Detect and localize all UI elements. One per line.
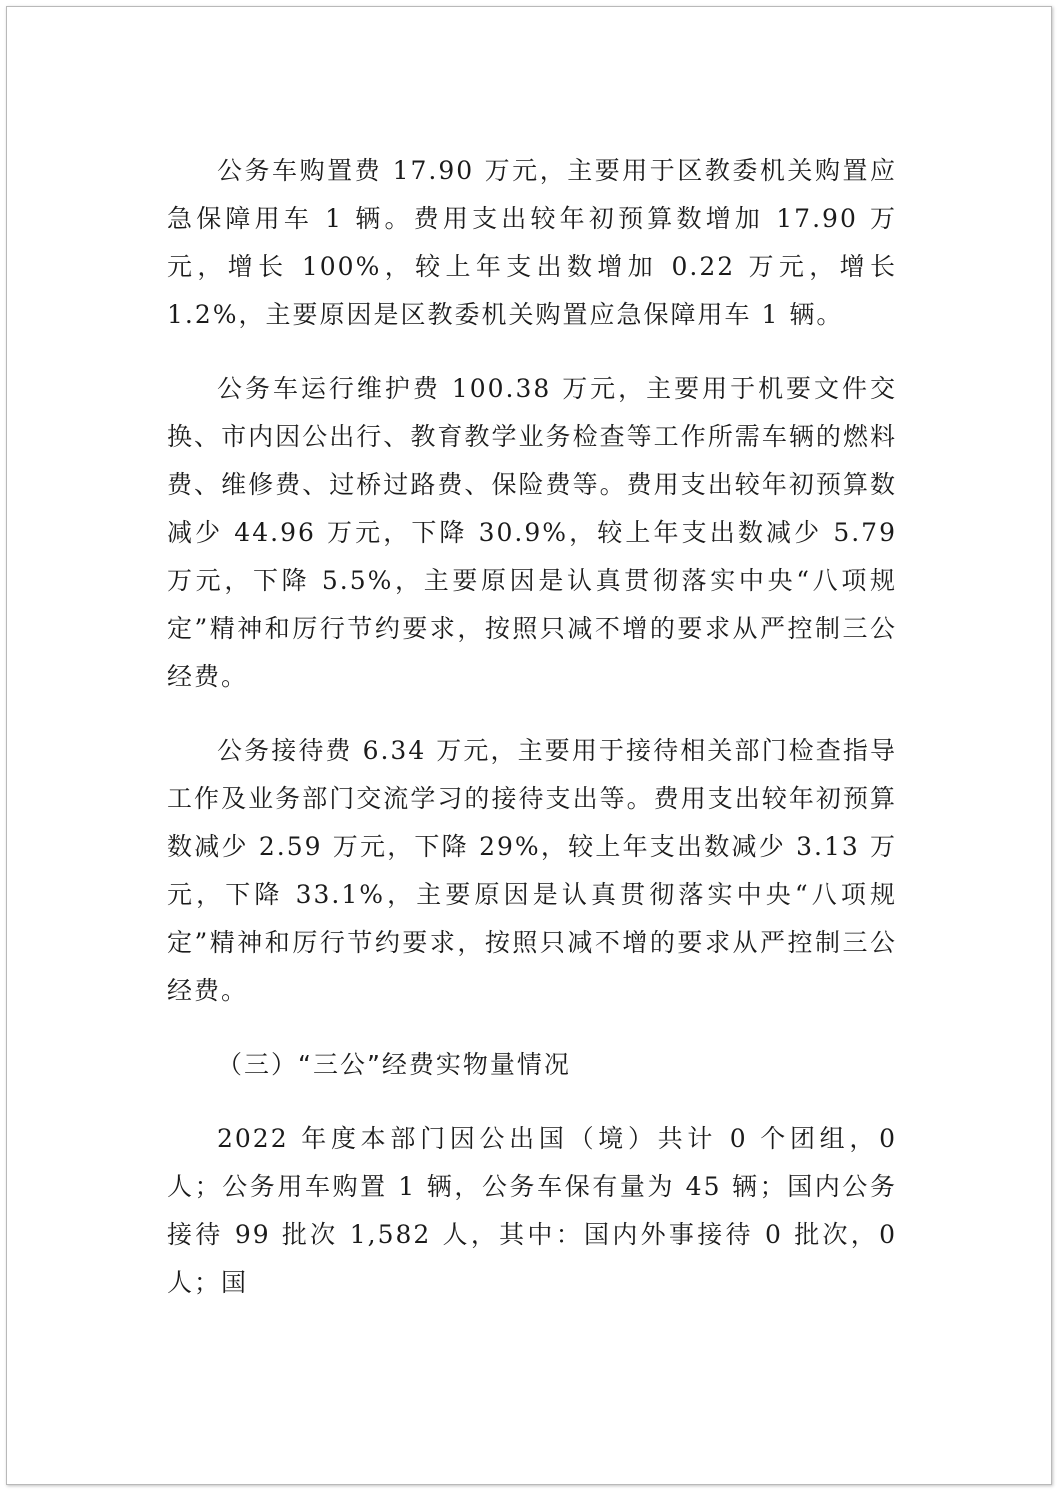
document-page [6, 6, 1052, 1485]
paragraph-vehicle-purchase: 公务车购置费 17.90 万元，主要用于区教委机关购置应急保障用车 1 辆。费用支出较年初预算数增加 17.90 万元，增长 100%，较上年支出数增加 0.22 万元，增长 1.2%，主要原因是区教委机关购置应急保障用车 1 辆。 [167, 156, 897, 329]
section-heading: （三）“三公”经费实物量情况 [217, 1050, 571, 1079]
paragraph-reception: 公务接待费 6.34 万元，主要用于接待相关部门检查指导工作及业务部门交流学习的接待支出等。费用支出较年初预算数减少 2.59 万元，下降 29%，较上年支出数减少 3.13 万元，下降 33.1%，主要原因是认真贯彻落实中央“八项规定”精神和厉行节约要求，按照只减不增的要求从严控制三公经费。 [167, 736, 897, 1005]
paragraph-vehicle-maintenance: 公务车运行维护费 100.38 万元，主要用于机要文件交换、市内因公出行、教育教学业务检查等工作所需车辆的燃料费、维修费、过桥过路费、保险费等。费用支出较年初预算数减少 44.96 万元，下降 30.9%，较上年支出数减少 5.79 万元，下降 5.5%，主要原因是认真贯彻落实中央“八项规定”精神和厉行节约要求，按照只减不增的要求从严控制三公经费。 [167, 374, 897, 691]
document-body [167, 147, 897, 1333]
paragraph-physical-quantity: 2022 年度本部门因公出国（境）共计 0 个团组，0 人；公务用车购置 1 辆，公务车保有量为 45 辆；国内公务接待 99 批次 1,582 人，其中：国内外事接待 0 批次，0 人；国 [167, 1124, 897, 1297]
